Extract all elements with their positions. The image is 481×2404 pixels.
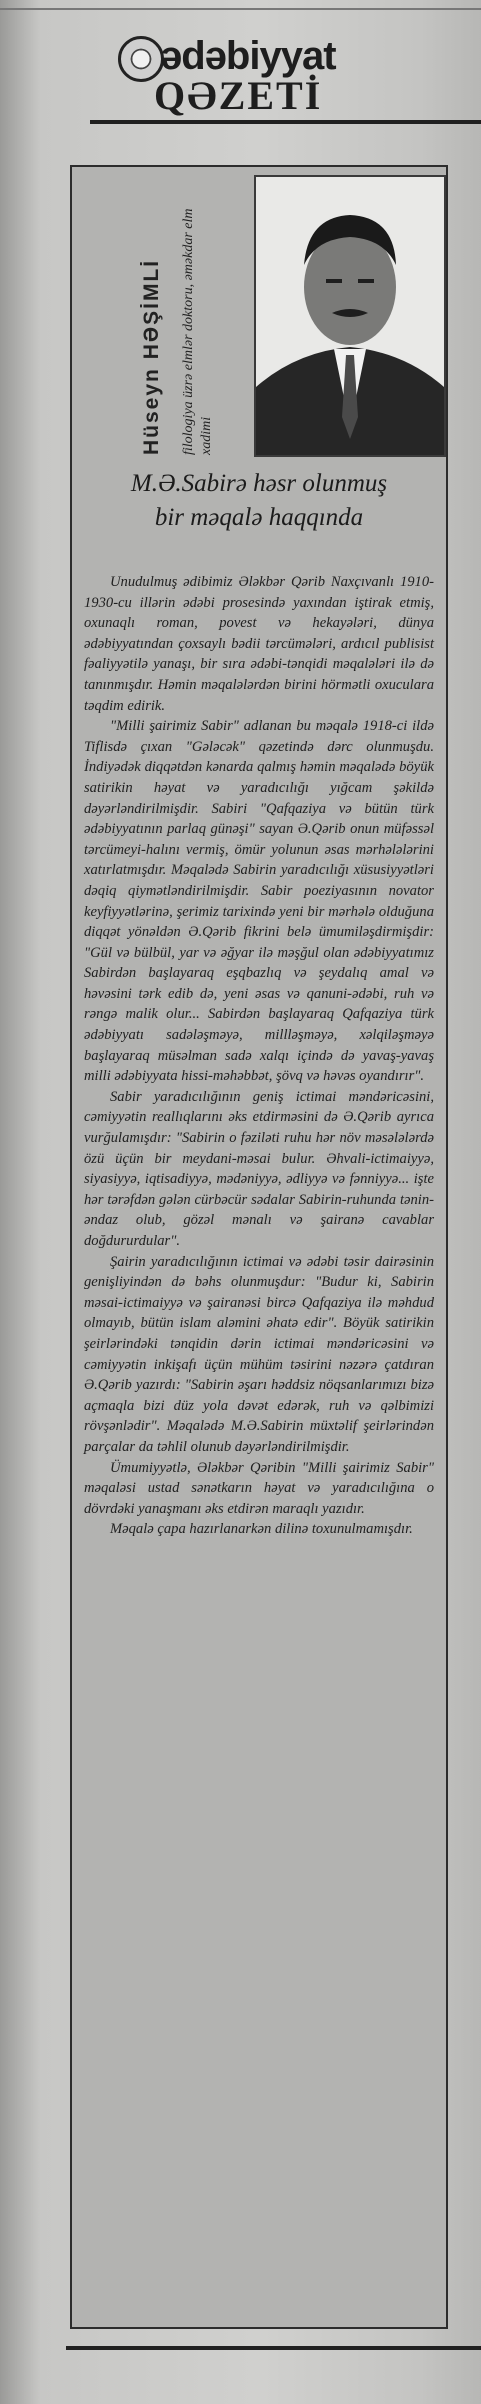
paragraph: Şairin yaradıcılığının ictimai və ədəbi təsir dairəsinin genişliyindən də bəhs olunmuşdur: "Budur ki, Sabirin məsai-ictimaiyyə və şairanəsi bircə Qafqaziya ilə məhdud olmayıb, bütün islam aləmini əhatə edir". Böyük satirikin şeirlərindəki tənqidin dərin ictimai məndəricəsini və cəmiyyətin inkişafı üçün mühüm təsirini nəzərə çatdıran Ə.Qərib yazırdı: "Sabirin əşarı həddsiz nöqsanlarımızı bizə açmaqla bizi düz yola dəvət edərək, ruh və qəlbimizi rövşənlədir". Məqalədə M.Ə.Sabirin müxtəlif şeirlərindən parçalar da təhlil olunub dəyərləndirilmişdir. <box>84 1253 434 1455</box>
author-title: filologiya üzrə elmlər doktoru, əməkdar elm xadimi <box>181 208 214 455</box>
paragraph: Ümumiyyətlə, Ələkbər Qəribin "Milli şairimiz Sabir" məqaləsi ustad sənətkarın həyat və yaradıcılığına o dövrdəki yanaşmanı əks etdirən maraqlı yazıdır. <box>84 1459 434 1517</box>
masthead-line1: ədəbiyyat <box>160 34 336 78</box>
paragraph: "Milli şairimiz Sabir" adlanan bu məqalə 1918-ci ildə Tiflisdə çıxan "Gələcək" qəzetində dərc olunmuşdu. İndiyədək diqqətdən kənarda qalmış həmin məqalədə böyük satirikin həyat və yaradıcılığı yığcam şəkildə dəyərləndirilmişdir. Sabiri "Qafqaziya və bütün türk ədəbiyyatının parlaq günəşi" sayan Ə.Qərib onun müfəssəl tərcümeyi-halını vermiş, ömür yolunun əsas mərhələlərini xatırlatmışdır. Məqalədə Sabirin yaradıcılığı xüsusiyyətləri dəqiq qiymətləndirilmişdir. Sabir poeziyasının novator keyfiyyətlərinə, şerimiz tarixində yeni bir mərhələ olduğuna diqqət yönəldən Ə.Qərib fikrini belə ümumiləşdirmişdir: "Gül və bülbül, yar və əğyar ilə məşğul olan ədəbiyyatımız Sabirdən başlayaraq eşqbazlıq və şeydalıq amal və həvəsini tərk edib də, yeni əsas və qanuni-ədəbi, ruh və rəngə malik olur... Sabirdən başlayaraq Qafqaziya türk ədəbiyyatı sadələşməyə, millləşməyə, xəlqiləşməyə başlayaraq müsəlman sadə xalqı içində də yavaş-yavaş milli ədəbiyyata hissi-məhəbbət, şövq və həvəs oyandırır". <box>84 718 434 1085</box>
paragraph: Məqalə çapa hazırlanarkən dilinə toxunulmamışdır. <box>110 1521 413 1538</box>
author-byline <box>80 175 250 465</box>
article-headline <box>72 467 446 535</box>
headline-line1: M.Ə.Sabirə həsr olunmuş <box>130 470 388 497</box>
headline-line2: bir məqalə haqqında <box>154 504 364 531</box>
top-divider <box>0 8 481 10</box>
article-body <box>84 572 434 1540</box>
paragraph: Unudulmuş ədibimiz Ələkbər Qərib Naxçıvanlı 1910-1930-cu illərin ədəbi prosesində yaxından iştirak etmiş, oxunaqlı roman, povest və hekayələri, dünya ədəbiyyatından çoxsaylı bədii tərcümələri, ardıcıl publisist fəaliyyətilə yanaşı, bir sıra ədəbi-tənqidi məqalələri ilə də tanınmışdır. Həmin məqalələrdən birini hörmətli oxuculara təqdim edirik. <box>84 574 434 714</box>
portrait-image <box>256 177 444 455</box>
paragraph: Sabir yaradıcılığının geniş ictimai məndəricəsini, cəmiyyətin reallıqlarını əks etdirməsini də Ə.Qərib ayrıca vurğulamışdır: "Sabirin o fəziləti ruhu hər növ məsələlərdə özü üçün bir meydani-məsai bulur. Əhvali-ictimaiyyə, siyasiyyə, iqtisadiyyə, mədəniyyə, ədliyyə və fənniyyə... işte hər tərəfdən gələn cürbəcür sədalar Sabirin-ruhunda tənin-əndaz olub, gözəl mənalı və şairanə cavablar doğdururdular". <box>84 1088 434 1249</box>
article-box <box>70 165 448 2329</box>
masthead-line2: QƏZETİ <box>154 73 323 118</box>
masthead-logo <box>118 28 378 128</box>
bottom-rule <box>66 2346 481 2350</box>
author-name: Hüseyn HƏŞİMLİ <box>140 258 163 455</box>
author-photo <box>254 175 446 457</box>
masthead-rule <box>90 120 481 124</box>
